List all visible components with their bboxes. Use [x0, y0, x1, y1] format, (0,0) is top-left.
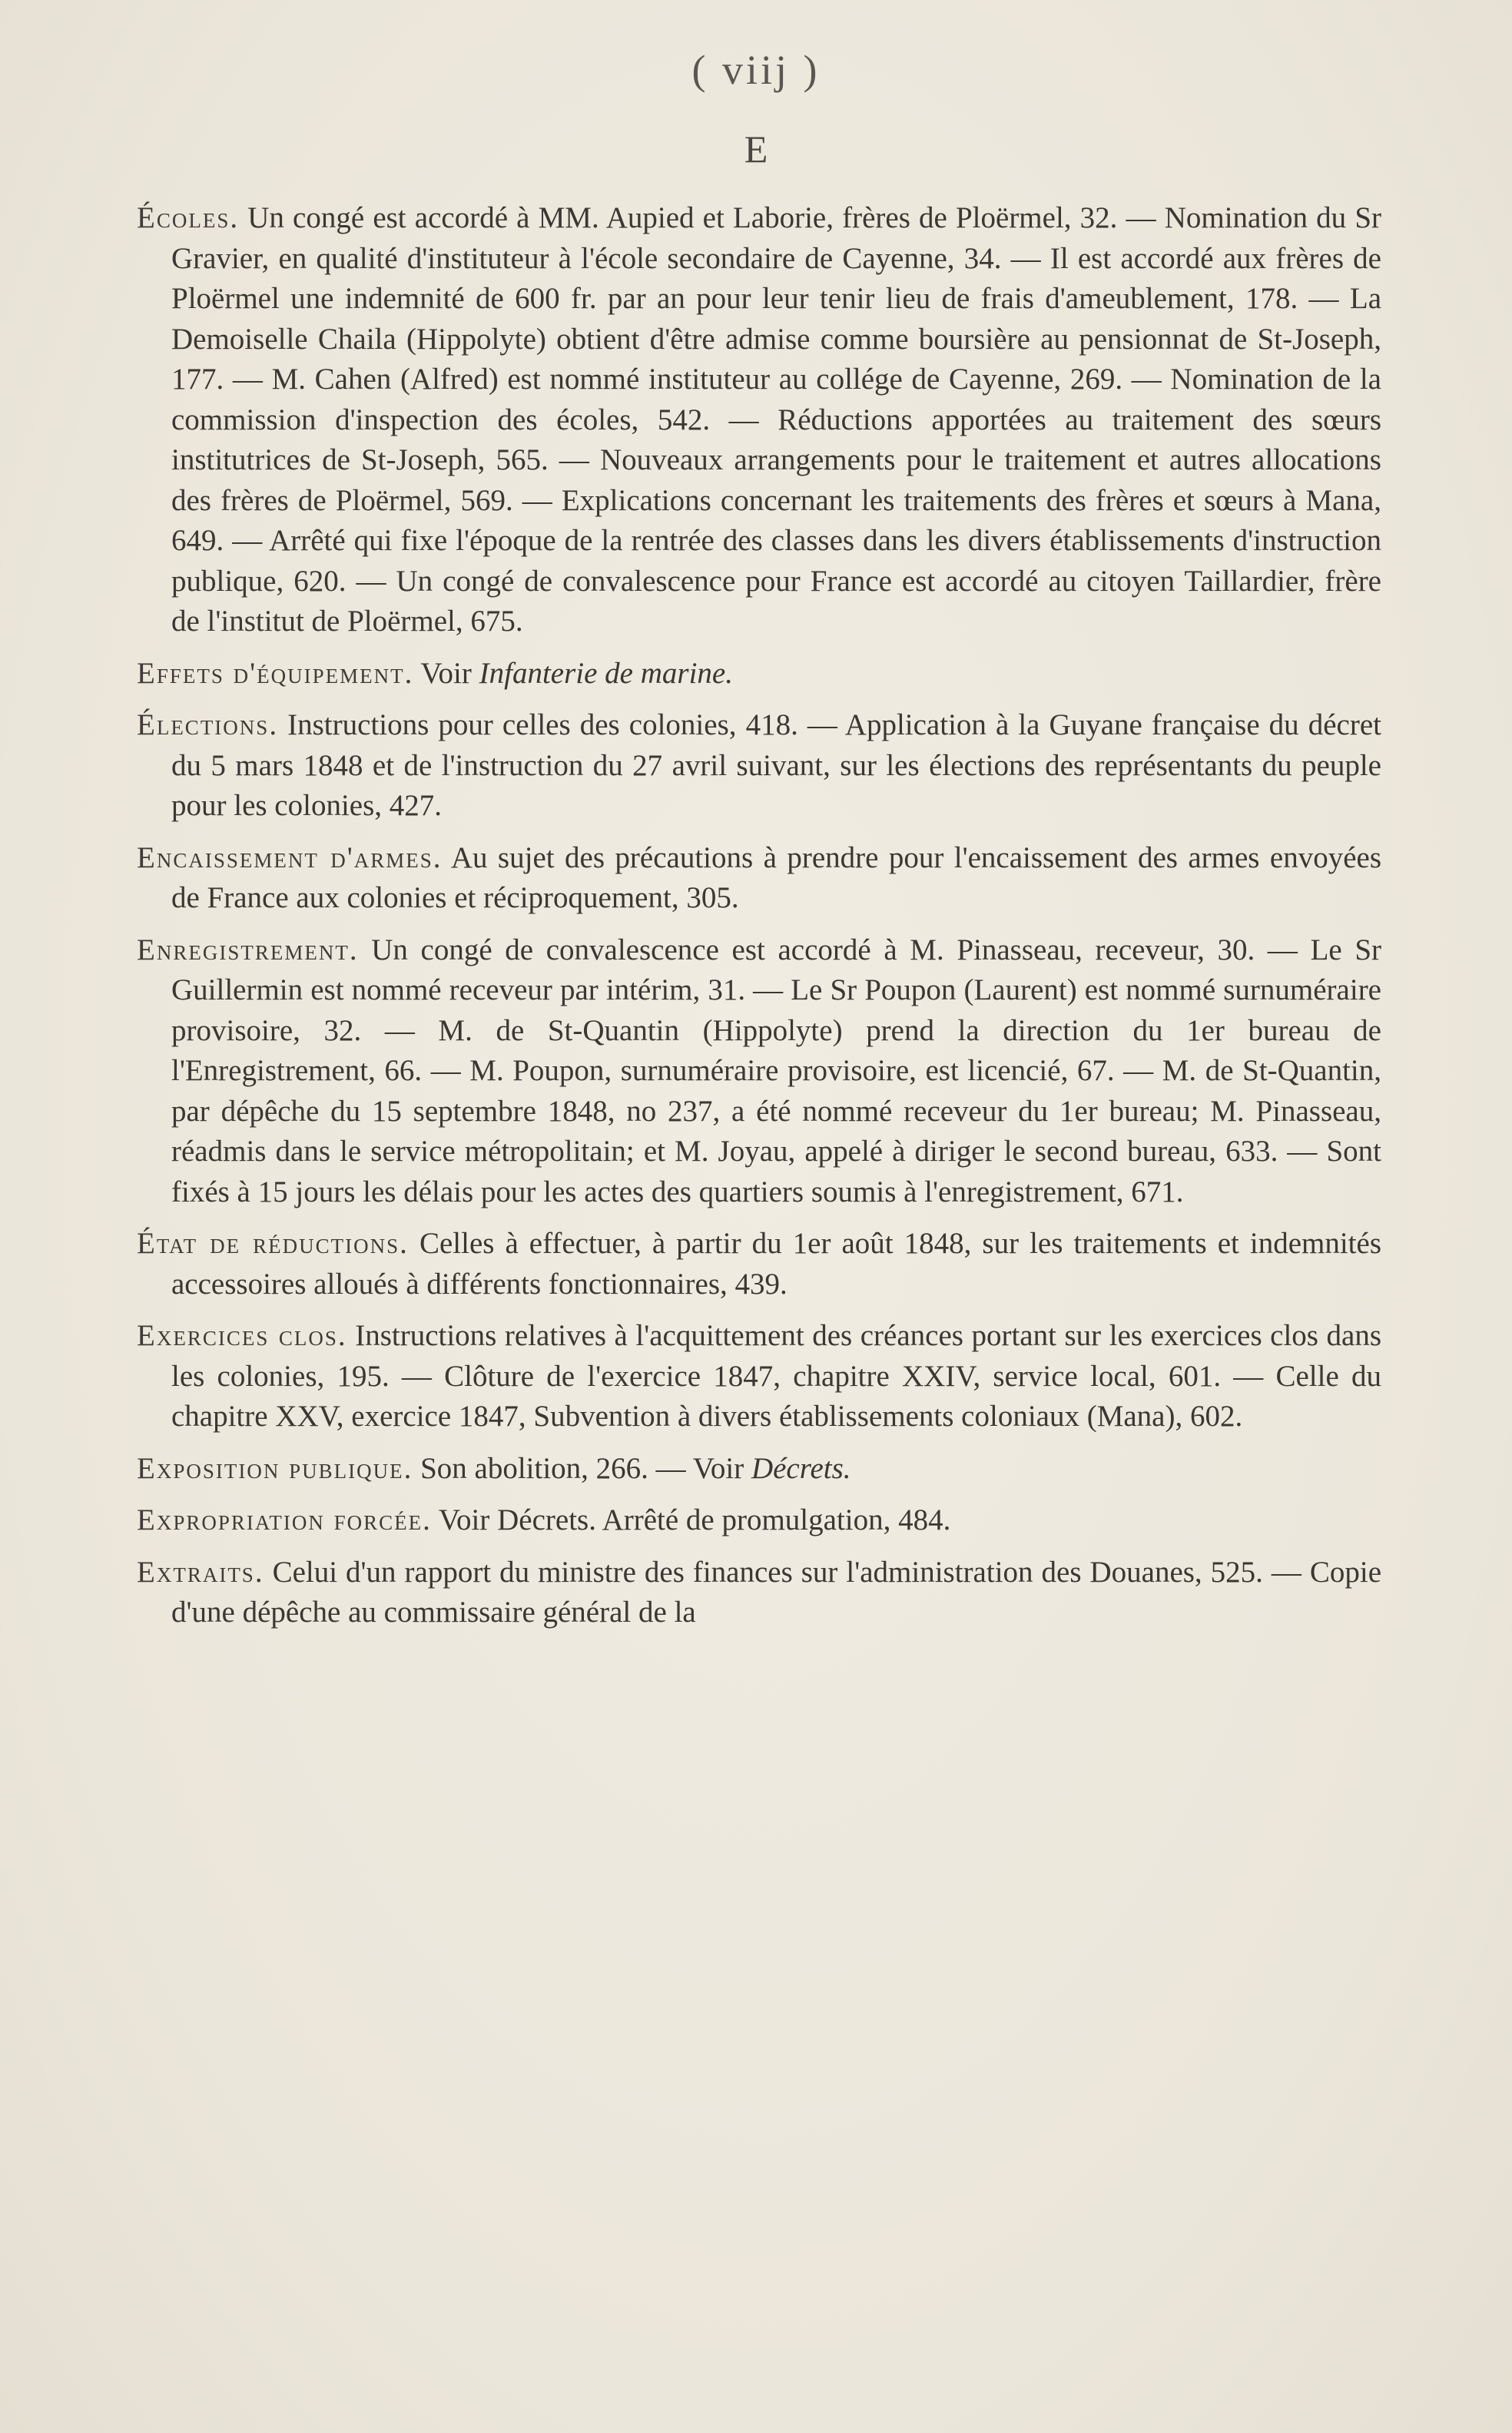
entry-text: Instructions pour celles des colonies, 418. — Application à la Guyane française du décret du 5 mars 1848 et de l'instruction du 27 avril suivant, sur les élections des représentants du peuple pour les colonies, 427. [171, 708, 1382, 822]
index-entry [137, 1553, 1381, 1633]
index-entries [137, 198, 1381, 1645]
page-number: ( viij ) [691, 47, 821, 93]
entry-term: Enregistrement. [137, 933, 359, 966]
entry-term: Écoles. [137, 201, 240, 234]
entry-text: Voir Décrets. Arrêté de promulgation, 484. [438, 1503, 951, 1536]
index-entry [137, 1224, 1381, 1304]
entry-text: Au sujet des précautions à prendre pour l'encaissement des armes envoyées de France aux colonies et réciproquement, 305. [171, 840, 1381, 914]
entry-text: Celles à effectuer, à partir du 1er août 1848, sur les traitements et indemnités accessoires alloués à différents fonctionnaires, 439. [171, 1227, 1381, 1301]
entry-term: Encaissement d'armes. [137, 840, 443, 874]
index-entry [137, 1316, 1381, 1437]
index-entry [137, 1449, 1381, 1490]
index-entry [137, 198, 1381, 642]
entry-text: Un congé de convalescence est accordé à M. Pinasseau, receveur, 30. — Le Sr Guillermin est nommé receveur par intérim, 31. — Le Sr Poupon (Laurent) est nommé surnuméraire provisoire, 32. — M. de St-Quantin (Hippolyte) prend la direction du 1er bureau de l'Enregistrement, 66. — M. Poupon, surnuméraire provisoire, est licencié, 67. — M. de St-Quantin, par dépêche du 15 septembre 1848, no 237, a été nommé receveur du 1er bureau; M. Pinasseau, réadmis dans le service métropolitain; et M. Joyau, appelé à diriger le second bureau, 633. — Sont fixés à 15 jours les délais pour les actes des quartiers soumis à l'enregistrement, 671. [171, 933, 1382, 1208]
index-entry [137, 838, 1381, 919]
entry-term: Extraits. [137, 1555, 264, 1589]
entry-text: Son abolition, 266. — Voir [420, 1451, 744, 1485]
entry-term: Exercices clos. [137, 1319, 347, 1352]
index-entry [137, 1500, 1381, 1541]
entry-text: Voir [420, 656, 472, 690]
entry-term: Élections. [137, 708, 279, 741]
entry-cross-reference: Infanterie de marine. [479, 656, 733, 690]
section-letter: E [744, 128, 768, 171]
index-entry [137, 930, 1381, 1213]
entry-text: Un congé est accordé à MM. Aupied et Laborie, frères de Ploërmel, 32. — Nomination du Sr Gravier, en qualité d'instituteur à l'école secondaire de Cayenne, 34. — Il est accordé aux frères de Ploërmel une indemnité de 600 fr. par an pour leur tenir lieu de frais d'ameublement, 178. — La Demoiselle Chaila (Hippolyte) obtient d'être admise comme boursière au pensionnat de St-Joseph, 177. — M. Cahen (Alfred) est nommé instituteur au collége de Cayenne, 269. — Nomination de la commission d'inspection des écoles, 542. — Réductions apportées au traitement des sœurs institutrices de St-Joseph, 565. — Nouveaux arrangements pour le traitement et autres allocations des frères de Ploërmel, 569. — Explications concernant les traitements des frères et sœurs à Mana, 649. — Arrêté qui fixe l'époque de la rentrée des classes dans les divers établissements d'instruction publique, 620. — Un congé de convalescence pour France est accordé au citoyen Taillardier, frère de l'institut de Ploërmel, 675. [171, 201, 1382, 638]
index-entry [137, 654, 1381, 694]
entry-cross-reference: Décrets. [751, 1451, 851, 1485]
entry-term: Exposition publique. [137, 1451, 413, 1485]
entry-text: Instructions relatives à l'acquittement des créances portant sur les exercices clos dans les colonies, 195. — Clôture de l'exercice 1847, chapitre XXIV, service local, 601. — Celle du chapitre XXV, exercice 1847, Subvention à divers établissements coloniaux (Mana), 602. [171, 1319, 1382, 1433]
entry-term: Expropriation forcée. [137, 1503, 432, 1536]
entry-term: Effets d'équipement. [137, 656, 414, 690]
entry-term: État de réductions. [137, 1227, 409, 1260]
index-entry [137, 705, 1381, 827]
entry-text: Celui d'un rapport du ministre des finances sur l'administration des Douanes, 525. — Copie d'une dépêche au commissaire général de la [171, 1555, 1382, 1629]
